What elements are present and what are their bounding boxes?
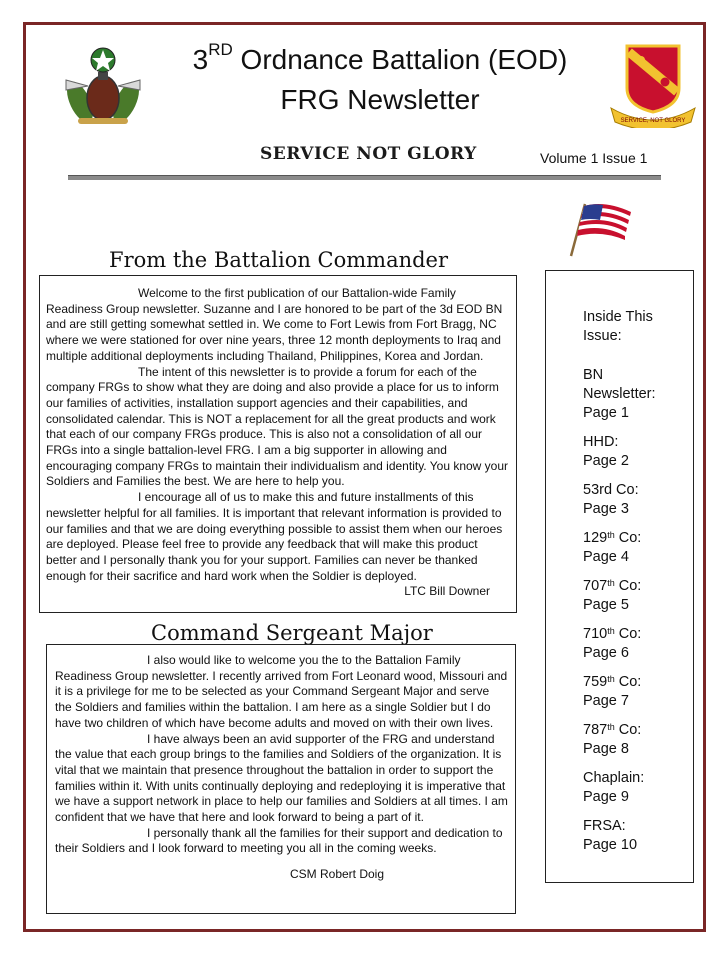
commander-heading: From the Battalion Commander [109,248,449,272]
csm-signature: CSM Robert Doig [289,867,385,882]
commander-letter [39,275,517,613]
csm-letter [46,644,516,914]
toc-page: Page 3 [583,501,629,517]
toc-item[interactable]: 53rd Co: Page 3 [583,482,639,517]
toc-page: Page 7 [583,693,629,709]
toc-page: Page 6 [583,645,629,661]
toc-item[interactable]: Chaplain: Page 9 [583,770,645,805]
commander-paragraph: I encourage all of us to make this and future installments of this newsletter helpful for all families. It is important that relevant information is provided to our families and that we are doing everything possible to assist them when our heroes are deployed. Please feel free to provide any feedback that will make this product better and I personally thank you for your support. Families can never be thanked enough for their sacrifice and hard work when the Soldier is deployed. [46,490,503,583]
csm-paragraph: I have always been an avid supporter of the FRG and understand the value that each group brings to the families and Soldiers of the organization. It is vital that we maintain that presence throughout the battalion in order to support the families within it. With units continually deploying and redeploying it is imperative that we have a support network in place to help our families and Soldiers at all times. I am confident that we have that here and look forward to being a part of it. [55,731,508,825]
toc-page: Page 9 [583,789,629,805]
toc-item[interactable]: 710th Co: Page 6 [583,626,642,661]
toc-item[interactable]: 129th Co: Page 4 [583,530,642,565]
toc-item[interactable]: 707th Co: Page 5 [583,578,642,613]
header-divider [68,175,661,180]
toc-page: Page 1 [583,405,629,421]
crest-motto: SERVICE, NOT GLORY [620,118,686,124]
american-flag-icon [565,200,637,258]
toc-item[interactable]: 787th Co: Page 8 [583,722,642,757]
toc-item[interactable]: 759th Co: Page 7 [583,674,642,709]
commander-paragraph: Welcome to the first publication of our Battalion-wide Family Readiness Group newsletter. Suzanne and I are honored to be part of the 3d EOD BN and are still getting somewhat settled in. We come to Fort Lewis from Fort Bragg, NC where we were stationed for over nine years, three 12 month deployments to Iraq and multiple additional deployments including Thailand, Philippines, Korea and Jordan. [46,286,503,363]
volume-issue: Volume 1 Issue 1 [540,150,648,166]
newsletter-title: 3RD Ordnance Battalion (EOD) [192,40,568,75]
csm-heading: Command Sergeant Major [151,621,433,645]
commander-signature: LTC Bill Downer [404,584,490,599]
sidebar-heading: Inside This Issue: [583,309,653,344]
inside-this-issue-sidebar [545,270,694,883]
csm-paragraph: I personally thank all the families for their support and dedication to their Soldiers and I look forward to meeting you all in the coming weeks. [55,825,503,856]
toc-item[interactable]: FRSA: Page 10 [583,818,638,853]
table-of-contents [583,366,693,855]
toc-page: Page 10 [583,837,638,853]
commander-paragraph: The intent of this newsletter is to provide a forum for each of the company FRGs to show what they are doing and also provide a place for us to inform our families of activities, installation support agencies and their capabilities, and consolidated calendar. This is NOT a replacement for all the great products and work that each of our company FRGs produce. This is also not a consolidation of all our FRGs into a single battalion-level FRG. I am a big supporter in allowing and encouraging company FRGs to maintain their individualism and identity. You know your Soldiers and Families the best. We are here to help you. [46,364,509,489]
toc-page: Page 8 [583,741,629,757]
battalion-crest-icon [607,42,699,128]
newsletter-subtitle: FRG Newsletter [280,84,480,115]
toc-item[interactable]: HHD: Page 2 [583,434,629,469]
toc-item[interactable]: BN Newsletter: Page 1 [583,367,656,421]
newsletter-motto: SERVICE NOT GLORY [260,144,477,164]
toc-page: Page 2 [583,453,629,469]
csm-paragraph: I also would like to welcome you the to the Battalion Family Readiness Group newsletter. I recently arrived from Fort Leonard wood, Missouri and it is a privilege for me to be selected as your Command Sergeant Major and serve the Soldiers and families within the battalion. I am here as a single Soldier but I do have two children of which have become adults and moved on with their own lives. [55,653,508,730]
toc-page: Page 4 [583,549,629,565]
toc-page: Page 5 [583,597,629,613]
